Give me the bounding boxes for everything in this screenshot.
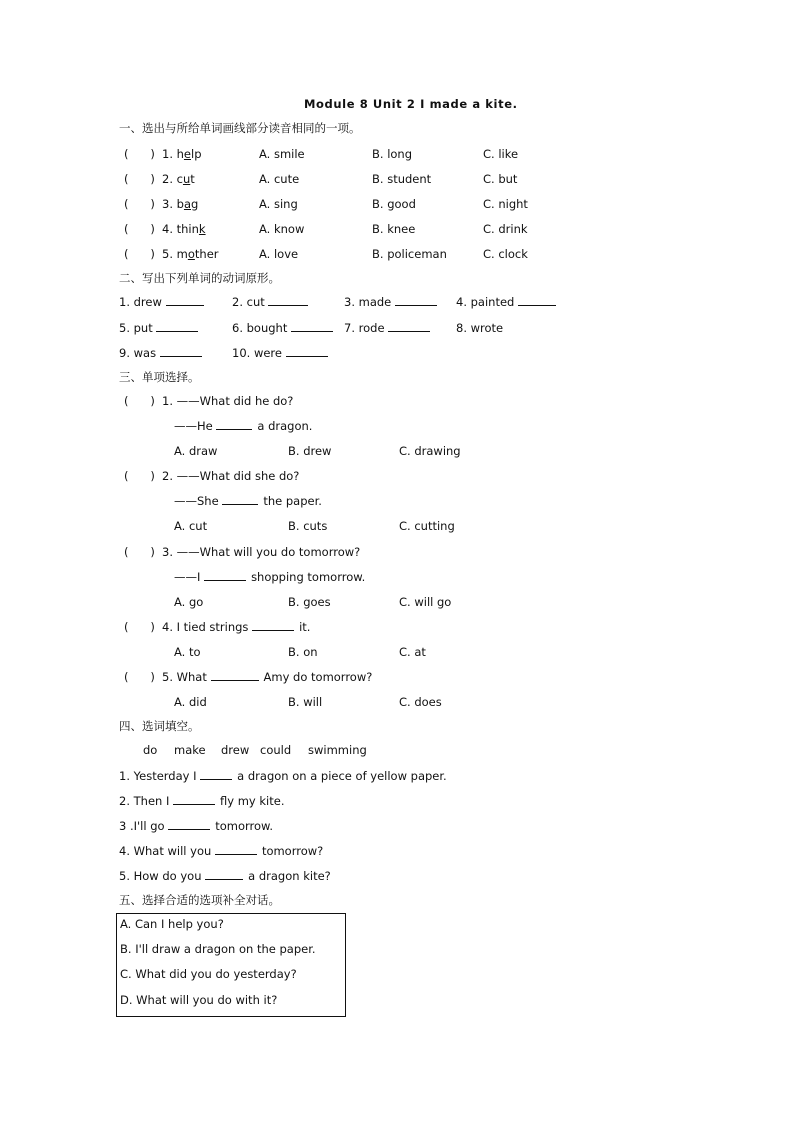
s3-q3-opt-a: A. go	[174, 595, 204, 609]
answer-blank[interactable]	[286, 346, 328, 357]
answer-blank[interactable]	[252, 620, 294, 631]
s5-option-d: D. What will you do with it?	[120, 993, 278, 1007]
s3-q4-opt-a: A. to	[174, 645, 201, 659]
word-label: 3. made	[344, 295, 392, 309]
s1-item-2-opt-b: B. student	[372, 172, 432, 186]
s2-item-5	[119, 321, 203, 335]
s1-item-5-opt-c: C. clock	[483, 247, 528, 261]
answer-blank[interactable]	[395, 295, 437, 306]
word-bank-do: do	[143, 743, 158, 757]
answer-blank[interactable]	[173, 794, 215, 805]
s2-item-1	[119, 295, 209, 309]
word-label: 6. bought	[232, 321, 288, 335]
word-part: g	[191, 197, 199, 211]
answer-blank[interactable]	[268, 295, 308, 306]
s5-option-a: A. Can I help you?	[120, 917, 224, 931]
s3-q4-paren: ( )	[124, 620, 155, 634]
s3-q2-opt-a: A. cut	[174, 519, 208, 533]
s3-q3-opt-b: B. goes	[288, 595, 331, 609]
word-label: 10. were	[232, 346, 282, 360]
answer-blank[interactable]	[200, 769, 232, 780]
s4-sentence-3: 3 .I'll go tomorrow.	[119, 819, 274, 833]
s3-q4-question: 4. I tied strings it.	[162, 620, 311, 634]
underlined-letters: a	[183, 197, 191, 211]
answer-blank[interactable]	[205, 869, 243, 880]
s2-item-4	[456, 295, 561, 309]
s1-item-4-paren[interactable]: ( )	[124, 222, 155, 236]
s3-q1-paren: ( )	[124, 394, 155, 408]
s3-q5-question: 5. What Amy do tomorrow?	[162, 670, 373, 684]
s2-item-8	[456, 321, 503, 335]
s1-item-2-paren[interactable]: ( )	[124, 172, 155, 186]
s4-sentence-4: 4. What will you tomorrow?	[119, 844, 324, 858]
s1-item-1-word	[162, 147, 202, 161]
s3-q3-opt-c: C. will go	[399, 595, 452, 609]
word-part: 1. h	[162, 147, 184, 161]
s1-item-5-opt-b: B. policeman	[372, 247, 447, 261]
s1-item-4-opt-b: B. knee	[372, 222, 416, 236]
word-part: 5. m	[162, 247, 188, 261]
s3-q5-opt-c: C. does	[399, 695, 442, 709]
s1-item-3-opt-b: B. good	[372, 197, 416, 211]
word-label: 5. put	[119, 321, 153, 335]
answer-blank[interactable]	[291, 321, 333, 332]
s2-item-7	[344, 321, 435, 335]
word-part: t	[190, 172, 195, 186]
answer-blank[interactable]	[166, 295, 204, 306]
section-1-heading: 一、选出与所给单词画线部分读音相同的一项。	[119, 121, 361, 135]
s3-q1-opt-b: B. drew	[288, 444, 332, 458]
s1-item-2-opt-a: A. cute	[259, 172, 300, 186]
s3-q5-paren: ( )	[124, 670, 155, 684]
answer-blank[interactable]	[168, 819, 210, 830]
s3-q1-opt-a: A. draw	[174, 444, 218, 458]
word-label: 7. rode	[344, 321, 385, 335]
section-5-heading: 五、选择合适的选项补全对话。	[119, 893, 280, 907]
s1-item-4-opt-a: A. know	[259, 222, 305, 236]
s3-q3-paren: ( )	[124, 545, 155, 559]
word-bank-drew: drew	[221, 743, 250, 757]
s1-item-3-opt-a: A. sing	[259, 197, 298, 211]
s1-item-1-opt-c: C. like	[483, 147, 519, 161]
word-label: 1. drew	[119, 295, 162, 309]
underlined-letters: e	[183, 147, 191, 161]
answer-blank[interactable]	[211, 670, 259, 681]
answer-blank[interactable]	[388, 321, 430, 332]
section-4-heading: 四、选词填空。	[119, 719, 200, 733]
s4-sentence-2: 2. Then I fly my kite.	[119, 794, 285, 808]
s5-option-c: C. What did you do yesterday?	[120, 967, 297, 981]
s3-q5-opt-a: A. did	[174, 695, 207, 709]
word-part: 4. thin	[162, 222, 199, 236]
s1-item-2-word	[162, 172, 195, 186]
s1-item-4-opt-c: C. drink	[483, 222, 528, 236]
answer-blank[interactable]	[156, 321, 198, 332]
s4-sentence-1: 1. Yesterday I a dragon on a piece of yellow paper.	[119, 769, 447, 783]
word-label: 9. was	[119, 346, 157, 360]
s3-q2-paren: ( )	[124, 469, 155, 483]
word-label: 8. wrote	[456, 321, 504, 335]
s2-item-6	[232, 321, 338, 335]
answer-blank[interactable]	[160, 346, 202, 357]
word-label: 4. painted	[456, 295, 515, 309]
s3-q2-opt-b: B. cuts	[288, 519, 328, 533]
answer-blank[interactable]	[222, 494, 258, 505]
s2-item-10	[232, 346, 333, 360]
s3-q2-answer: ——She the paper.	[174, 494, 322, 508]
s3-q5-opt-b: B. will	[288, 695, 323, 709]
s3-q1-opt-c: C. drawing	[399, 444, 461, 458]
s3-q1-answer: ——He a dragon.	[174, 419, 313, 433]
s3-q4-opt-c: C. at	[399, 645, 426, 659]
underlined-letters: k	[198, 222, 206, 236]
word-bank-make: make	[174, 743, 206, 757]
word-bank-swimming: swimming	[308, 743, 367, 757]
s3-q3-question: 3. ——What will you do tomorrow?	[162, 545, 361, 559]
s2-item-2	[232, 295, 313, 309]
s1-item-5-paren[interactable]: ( )	[124, 247, 155, 261]
s3-q1-question: 1. ——What did he do?	[162, 394, 294, 408]
s1-item-1-opt-a: A. smile	[259, 147, 305, 161]
s5-option-b: B. I'll draw a dragon on the paper.	[120, 942, 316, 956]
word-bank-could: could	[260, 743, 292, 757]
s4-sentence-5: 5. How do you a dragon kite?	[119, 869, 331, 883]
word-part: lp	[191, 147, 202, 161]
s3-q4-opt-b: B. on	[288, 645, 318, 659]
s1-item-5-opt-a: A. love	[259, 247, 299, 261]
underlined-letters: o	[187, 247, 195, 261]
answer-blank[interactable]	[518, 295, 556, 306]
answer-blank[interactable]	[204, 570, 246, 581]
page-title: Module 8 Unit 2 I made a kite.	[304, 97, 518, 111]
s1-item-3-paren[interactable]: ( )	[124, 197, 155, 211]
s1-item-1-opt-b: B. long	[372, 147, 413, 161]
answer-blank[interactable]	[215, 844, 257, 855]
s3-q3-answer: ——I shopping tomorrow.	[174, 570, 366, 584]
s1-item-4-word	[162, 222, 206, 236]
s2-item-9	[119, 346, 207, 360]
word-part: ther	[194, 247, 219, 261]
s2-item-3	[344, 295, 442, 309]
section-3-heading: 三、单项选择。	[119, 370, 200, 384]
s1-item-3-opt-c: C. night	[483, 197, 528, 211]
answer-blank[interactable]	[216, 419, 252, 430]
s1-item-5-word	[162, 247, 219, 261]
word-part: 3. b	[162, 197, 184, 211]
s1-item-2-opt-c: C. but	[483, 172, 518, 186]
word-part: 2. c	[162, 172, 183, 186]
s3-q2-opt-c: C. cutting	[399, 519, 455, 533]
s1-item-1-paren[interactable]: ( )	[124, 147, 155, 161]
underlined-letters: u	[182, 172, 191, 186]
word-label: 2. cut	[232, 295, 265, 309]
s1-item-3-word	[162, 197, 198, 211]
s3-q2-question: 2. ——What did she do?	[162, 469, 300, 483]
section-2-heading: 二、写出下列单词的动词原形。	[119, 271, 280, 285]
